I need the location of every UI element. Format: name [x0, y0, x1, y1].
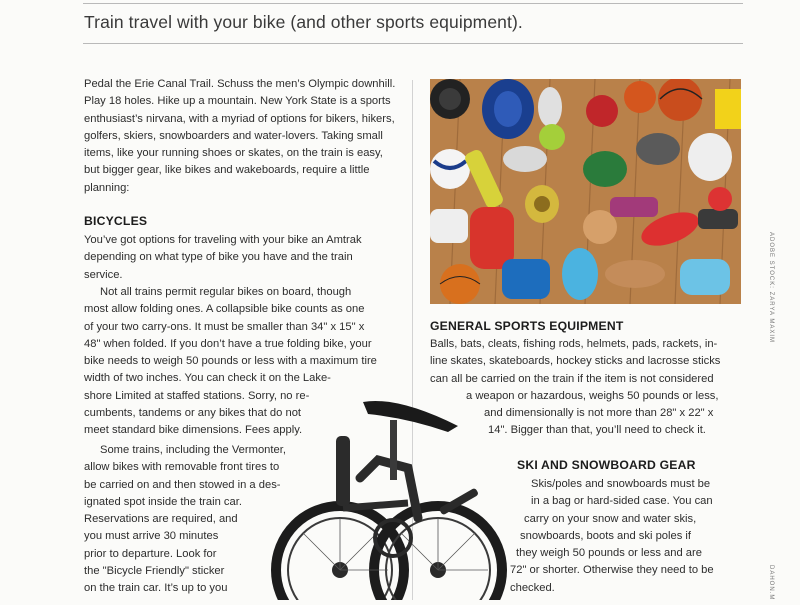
bicycles-p2-line: most allow folding ones. A collapsible bike counts as one — [84, 303, 365, 316]
sports-line: Balls, bats, cleats, fishing rods, helmets, pads, rackets, in- — [430, 338, 718, 350]
intro-paragraph: Pedal the Erie Canal Trail. Schuss the men’s Olympic downhill. Play 18 holes. Hike up a mountain. New York State is a sports enthusiast’s nirvana, with a myriad of options for bikers, hikers, golfers, skiers, snowboarders and water-lovers. Taking small items, like your running shoes or skates, on the train is easy, but bigger gear, like bikes and wakeboards, require a little planning: — [84, 78, 396, 194]
sports-line: a weapon or hazardous, weighs 50 pounds or less, — [466, 389, 719, 402]
article-headline: Train travel with your bike (and other sports equipment). — [84, 12, 523, 32]
bicycles-p2-line: cumbents, tandems or any bikes that do not — [84, 407, 302, 420]
bicycles-p3-line: the "Bicycle Friendly" sticker — [84, 565, 225, 578]
ski-line: checked. — [510, 581, 555, 594]
folding-bike-photo — [268, 398, 518, 600]
bicycles-p2-line: 48" when folded. If you don’t have a true folding bike, your — [84, 337, 372, 350]
bicycles-p2-line: of your two carry-ons. It must be smaller than 34" x 15" x — [84, 320, 365, 333]
bicycles-p3-line: be carried on and then stowed in a des- — [84, 478, 281, 491]
ski-heading: SKI AND SNOWBOARD GEAR — [517, 458, 696, 472]
bicycles-p3-line: Some trains, including the Vermonter, — [100, 444, 286, 456]
bicycles-p2-line: width of two inches. You can check it on the Lake- — [84, 372, 331, 385]
bicycles-p3-line: you must arrive 30 minutes — [84, 530, 219, 543]
bicycles-heading: BICYCLES — [84, 214, 148, 228]
bicycles-p3-line: prior to departure. Look for — [84, 547, 217, 560]
ski-line: Skis/poles and snowboards must be — [531, 478, 711, 490]
ski-paragraph — [510, 476, 760, 597]
photo-credit-bike: DAHON.M — [768, 565, 774, 601]
photo-credit-top: ADOBE STOCK: ZARYA MAXIM — [768, 232, 774, 344]
bicycles-p3-line: Reservations are required, and — [84, 513, 238, 526]
ski-line: carry on your snow and water skis, — [524, 512, 697, 525]
general-sports-heading: GENERAL SPORTS EQUIPMENT — [430, 319, 624, 333]
bicycles-p3-line: on the train car. It’s up to you — [84, 582, 228, 595]
bicycles-paragraph-1: You’ve got options for traveling with your bike an Amtrak depending on what type of bike you have and the train service. — [84, 234, 362, 281]
sports-line: can all be carried on the train if the item is not considered — [430, 372, 714, 385]
bicycles-p2-line: meet standard bike dimensions. Fees apply. — [84, 424, 303, 437]
top-rule — [83, 3, 743, 4]
bicycles-p2-line: bike needs to weigh 50 pounds or less with a maximum tire — [84, 355, 377, 368]
sports-line: and dimensionally is not more than 28" x 22" x — [484, 407, 714, 420]
ski-line: 72" or shorter. Otherwise they need to be — [510, 564, 714, 577]
bicycles-p3-line: ignated spot inside the train car. — [84, 495, 242, 508]
bicycles-p3-line: allow bikes with removable front tires to — [84, 461, 280, 474]
headline-rule — [83, 43, 743, 44]
bicycles-p2-line: shore Limited at staffed stations. Sorry, no re- — [84, 389, 310, 402]
ski-line: in a bag or hard-sided case. You can — [531, 495, 713, 508]
ski-line: snowboards, boots and ski poles if — [520, 529, 692, 542]
sports-line: 14". Bigger than that, you’ll need to check it. — [488, 424, 706, 437]
ski-line: they weigh 50 pounds or less and are — [516, 547, 702, 560]
sports-line: line skates, skateboards, hockey sticks and lacrosse sticks — [430, 355, 721, 368]
sports-equipment-photo — [430, 79, 741, 304]
bicycles-p2-line: Not all trains permit regular bikes on board, though — [100, 286, 352, 298]
